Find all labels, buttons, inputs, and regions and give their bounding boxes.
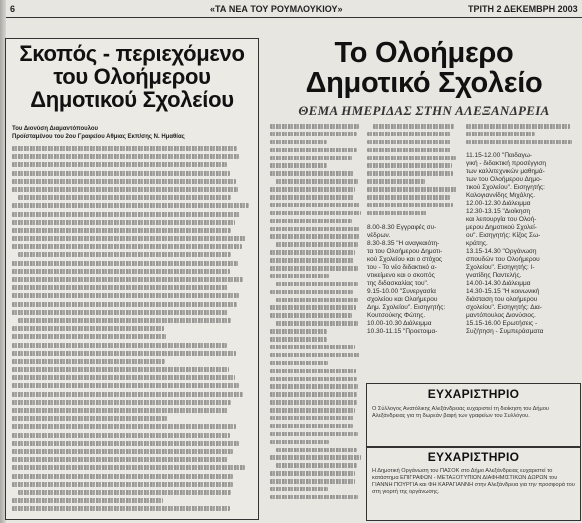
text-line	[270, 432, 358, 437]
text-line	[270, 132, 357, 137]
text-line	[12, 146, 237, 151]
text-line	[12, 506, 230, 511]
text-line	[12, 187, 238, 192]
program-line: Συζήτηση - Συμπεράσματα	[466, 328, 544, 335]
text-line	[12, 326, 164, 331]
text-line	[276, 282, 358, 287]
text-line	[270, 455, 361, 460]
text-line	[270, 258, 354, 263]
text-line	[12, 228, 231, 233]
text-line	[12, 179, 236, 184]
text-line	[270, 377, 357, 382]
program-line: γνατίδης Παντελής.	[466, 272, 522, 279]
text-line	[367, 156, 456, 161]
program-line: της διδασκαλίας του".	[367, 280, 429, 287]
text-line	[12, 433, 230, 438]
text-line	[270, 424, 353, 429]
thanks-box-2	[366, 447, 581, 521]
program-line: των του Ολοήμερου Δημο-	[466, 176, 542, 183]
text-line	[270, 203, 360, 208]
program-line: μερου Δημοτικού Σχολεί-	[466, 224, 537, 231]
text-line	[270, 250, 355, 255]
program-line: σπουδών του Ολοήμερου	[466, 256, 540, 263]
program-line: 9.15-10.00 "Συνεργασία	[367, 288, 436, 295]
text-line	[373, 124, 454, 129]
text-line	[12, 244, 242, 249]
right-article-subtitle: ΘΕΜΑ ΗΜΕΡΙΔΑΣ ΣΤΗΝ ΑΛΕΞΑΝΔΡΕΙΑ	[298, 103, 550, 118]
program-line: ντικείμενο και ο σκοπός	[367, 272, 435, 279]
text-line	[270, 471, 355, 476]
program-line: 12.30-13.15 "Διοίκηση	[466, 208, 531, 215]
text-line	[12, 400, 231, 405]
program-line: και λειτουργία του Ολοή-	[466, 216, 537, 223]
text-line	[12, 220, 235, 225]
text-line	[12, 474, 233, 479]
text-line	[12, 310, 228, 315]
program-line: των καλλιτεχνικών μαθημά-	[466, 168, 545, 175]
text-line	[12, 482, 233, 487]
right-title-line-1: Το Ολοήμερο	[334, 37, 514, 69]
thanks-text-1: Ο Σύλλογος Ανατόλικης Αλεξάνδρειας ευχαριστεί τη διοίκηση του Δήμου Αλεξάνδρειας για τη δωρεάν βαφή των γραφείων του Συλλόγου.	[372, 406, 549, 419]
text-line	[270, 495, 358, 500]
left-article-title	[8, 42, 256, 111]
program-line: κού Σχολείου και ο στόχος	[367, 256, 443, 263]
text-line	[270, 156, 352, 161]
text-line	[12, 343, 227, 348]
text-line	[270, 479, 355, 484]
text-line	[18, 318, 231, 323]
text-line	[367, 187, 457, 192]
text-line	[12, 392, 243, 397]
text-line	[270, 400, 357, 405]
text-line	[18, 490, 231, 495]
program-line: σχολείου και Ολοήμερου	[367, 296, 438, 303]
text-line	[12, 212, 240, 217]
program-list-right	[466, 152, 580, 342]
text-line	[270, 274, 329, 279]
issue-date: ΤΡΙΤΗ 2 ΔΕΚΕΜΒΡΗ 2003	[468, 4, 578, 14]
program-list	[367, 224, 461, 394]
byline-role: Προϊσταμένου του 2ου Γραφείου Αθμιας Εκπ/σης Ν. Ημαθίας	[12, 134, 185, 140]
text-line	[270, 384, 358, 389]
text-line	[12, 449, 233, 454]
program-line: του - Το νέο διδακτικό α-	[367, 264, 437, 271]
text-line	[12, 359, 165, 364]
text-line	[270, 234, 359, 239]
text-line	[270, 227, 359, 232]
program-line: νέδρων.	[367, 232, 391, 239]
text-line	[18, 252, 231, 257]
text-line	[270, 313, 352, 318]
text-line	[12, 162, 227, 167]
text-line	[270, 163, 327, 168]
byline-author: Του Διονύση Διαμαντόπουλου	[12, 126, 99, 132]
text-line	[270, 305, 356, 310]
text-line	[276, 448, 357, 453]
text-line	[12, 171, 230, 176]
text-line	[466, 124, 570, 129]
right-column-1	[270, 124, 362, 518]
text-line	[12, 375, 235, 380]
text-line	[12, 285, 228, 290]
program-line: διάσταση του ολοήμερου	[466, 296, 538, 303]
text-line	[12, 441, 239, 446]
text-line	[276, 321, 358, 326]
text-line	[18, 195, 231, 200]
text-line	[367, 179, 425, 184]
text-line	[367, 195, 450, 200]
text-line	[270, 353, 360, 358]
text-line	[270, 369, 356, 374]
thanks-title-1: ΕΥΧΑΡΙΣΤΗΡΙΟ	[427, 387, 520, 401]
thanks-box-1	[366, 383, 581, 447]
right-column-3-text	[466, 124, 578, 150]
program-line: 11.15-12.00 "Παιδαγω-	[466, 152, 533, 159]
text-line	[12, 498, 163, 503]
text-line	[270, 171, 354, 176]
text-line	[270, 140, 327, 145]
program-line: ου". Εισηγητής: Κίζος Σω-	[466, 232, 541, 239]
program-line: μαντόπουλος Διονύσιος.	[466, 312, 536, 319]
text-line	[270, 392, 357, 397]
text-line	[270, 124, 359, 129]
text-line	[12, 203, 249, 208]
program-line: 8.30-8.35 "Η αναγκαιότη-	[367, 240, 440, 247]
program-line: 14.30-15.15 "Η κοινωνική	[466, 288, 540, 295]
text-line	[270, 187, 355, 192]
text-line	[276, 298, 358, 303]
header-rule	[6, 17, 582, 18]
text-line	[367, 171, 453, 176]
text-line	[367, 211, 427, 216]
right-column-2-text	[367, 124, 459, 222]
text-line	[12, 261, 238, 266]
left-title-line-1: Σκοπός - περιεχόμενο	[19, 41, 245, 66]
text-line	[276, 463, 357, 468]
text-line	[466, 140, 572, 145]
text-line	[12, 269, 230, 274]
text-line	[12, 293, 239, 298]
thanks-text-2: Η Δημοτική Οργάνωση του ΠΑΣΟΚ στο Δήμο Αλεξάνδρειας ευχαριστεί το κατάστημα ΕΠΙΓΡΑΦΩΝ - ΜΕΤΑΞΟΤΥΠΙΩΝ ΔΙΑΦΗΜΙΣΤΙΚΩΝ ΔΩΡΩΝ του ΓΙΑΝΝΗ ΠΟΥΡΓΙΑ και ΦΗ ΚΑΡΑΓΙΑΝΝΗ στην Αλεξάνδρεια για την προσφορά του στη γιορτή της οργάνωσης.	[372, 468, 575, 495]
text-line	[270, 440, 329, 445]
text-line	[270, 195, 354, 200]
program-line: 10.00-10.30 Διάλειμμα	[367, 320, 432, 327]
text-line	[270, 219, 352, 224]
text-line	[12, 154, 239, 159]
program-line: Σχολείου". Εισηγητής: Ι-	[466, 264, 535, 271]
program-line: Δημ. Σχολείου". Εισηγητής:	[367, 304, 446, 311]
text-line	[276, 242, 358, 247]
text-line	[270, 329, 327, 334]
newspaper-name: «ΤΑ ΝΕΑ ΤΟΥ ΡΟΥΜΛΟΥΚΙΟΥ»	[210, 4, 343, 14]
text-line	[12, 416, 167, 421]
program-line: 13.15-14.30 "Οργάνωση	[466, 248, 537, 255]
right-title-line-2: Δημοτικό Σχολείο	[305, 67, 543, 99]
text-line	[367, 148, 451, 153]
text-line	[270, 408, 355, 413]
text-line	[12, 465, 245, 470]
text-line	[12, 367, 229, 372]
text-line	[12, 236, 246, 241]
page-header	[0, 0, 582, 18]
program-line: 15.15-16.00 Ερωτήσεις -	[466, 320, 538, 327]
text-line	[270, 337, 327, 342]
program-line: σχολείου". Εισηγητής: Δια-	[466, 304, 542, 311]
left-article-byline	[12, 125, 250, 141]
text-line	[12, 302, 237, 307]
program-line: κράτης.	[466, 240, 488, 247]
text-line	[367, 163, 452, 168]
text-line	[12, 383, 239, 388]
program-line: γική - διδακτική προσέγγιση	[466, 160, 546, 167]
page-number: 6	[10, 4, 16, 14]
text-line	[270, 266, 358, 271]
text-line	[12, 351, 236, 356]
text-line	[12, 408, 228, 413]
text-line	[270, 290, 353, 295]
text-line	[12, 334, 166, 339]
right-article-title	[268, 38, 580, 98]
text-line	[270, 211, 361, 216]
text-line	[466, 132, 535, 137]
program-line: τα του Ολοήμερου Δημοτι-	[367, 248, 443, 255]
left-title-line-2: του Ολοήμερου	[53, 64, 211, 89]
text-line	[276, 179, 358, 184]
text-line	[270, 148, 357, 153]
program-line: τικού Σχολείου". Εισηγητής:	[466, 184, 545, 191]
left-article-body	[12, 146, 252, 514]
program-line: 10.30-11.15 "Προετοιμα-	[367, 328, 438, 335]
program-line: 14.00-14.30 Διάλειμμα	[466, 280, 531, 287]
text-line	[367, 140, 451, 145]
program-line: 12.00-12.30 Διάλειμμα	[466, 200, 531, 207]
text-line	[367, 132, 451, 137]
text-line	[367, 203, 453, 208]
text-line	[270, 487, 328, 492]
thanks-title-2: ΕΥΧΑΡΙΣΤΗΡΙΟ	[427, 450, 520, 464]
text-line	[12, 457, 228, 462]
text-line	[270, 345, 355, 350]
text-line	[12, 277, 243, 282]
text-line	[270, 416, 354, 421]
program-line: Κουτσούκης Φώτης.	[367, 312, 426, 319]
program-line: Καλογιαννίδης Μιχάλης.	[466, 192, 536, 199]
text-line	[12, 424, 236, 429]
left-title-line-3: Δημοτικού Σχολείου	[30, 87, 234, 112]
text-line	[270, 361, 328, 366]
program-line: 8.00-8.30 Εγγραφές συ-	[367, 224, 437, 231]
